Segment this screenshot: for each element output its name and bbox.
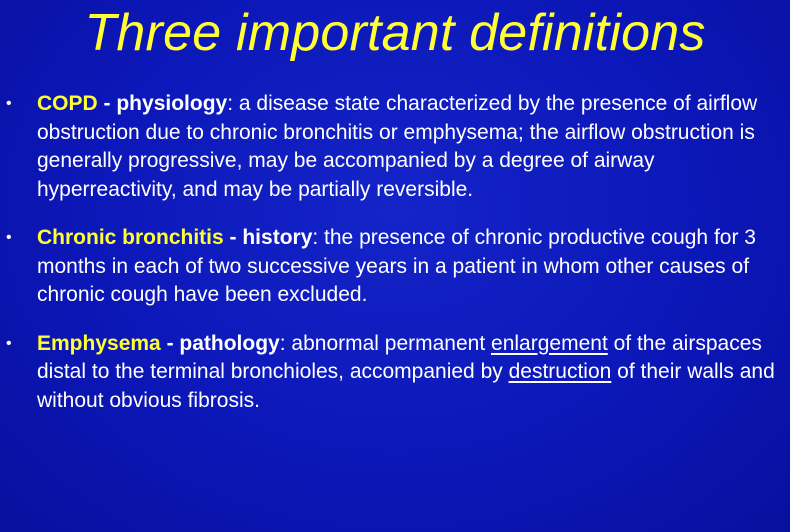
definition-text: : abnormal permanent (279, 331, 492, 355)
definition-term: COPD (37, 92, 98, 115)
definition-text: of the airspaces distal to the terminal bronchioles, accompanied by (37, 331, 762, 383)
definition-dash: - (223, 226, 243, 249)
bullet-icon: • (6, 95, 12, 112)
definitions-list (0, 90, 790, 435)
bullet-icon: • (6, 334, 12, 352)
definition-text: : the presence of chronic productive cough for 3 months in each of two successive years in a patient in whom other causes of chronic cough have been excluded. (37, 226, 756, 306)
definition-aspect: history (242, 226, 313, 249)
definition-term: Chronic bronchitis (37, 226, 224, 249)
definition-term: Emphysema (37, 331, 161, 355)
definition-copd (0, 90, 790, 204)
definition-aspect: physiology (116, 92, 228, 115)
definition-chronic-bronchitis (0, 224, 790, 310)
definition-text: : a disease state characterized by the presence of airflow obstruction due to chronic bronchitis or emphysema; the airflow obstruction is generally progressive, may be accompanied by a degree of airway hyperreactivity, and may be partially reversible. (37, 92, 758, 201)
definition-text: of their walls and without obvious fibrosis. (37, 360, 775, 412)
definition-aspect: pathology (179, 331, 280, 355)
bullet-icon: • (6, 229, 12, 246)
slide-title: Three important definitions (84, 4, 706, 62)
underlined-term-enlargement: enlargement (491, 331, 608, 355)
definition-dash: - (160, 331, 180, 355)
definition-dash: - (97, 92, 117, 115)
definition-emphysema (0, 330, 790, 416)
underlined-term-destruction: destruction (508, 360, 612, 383)
